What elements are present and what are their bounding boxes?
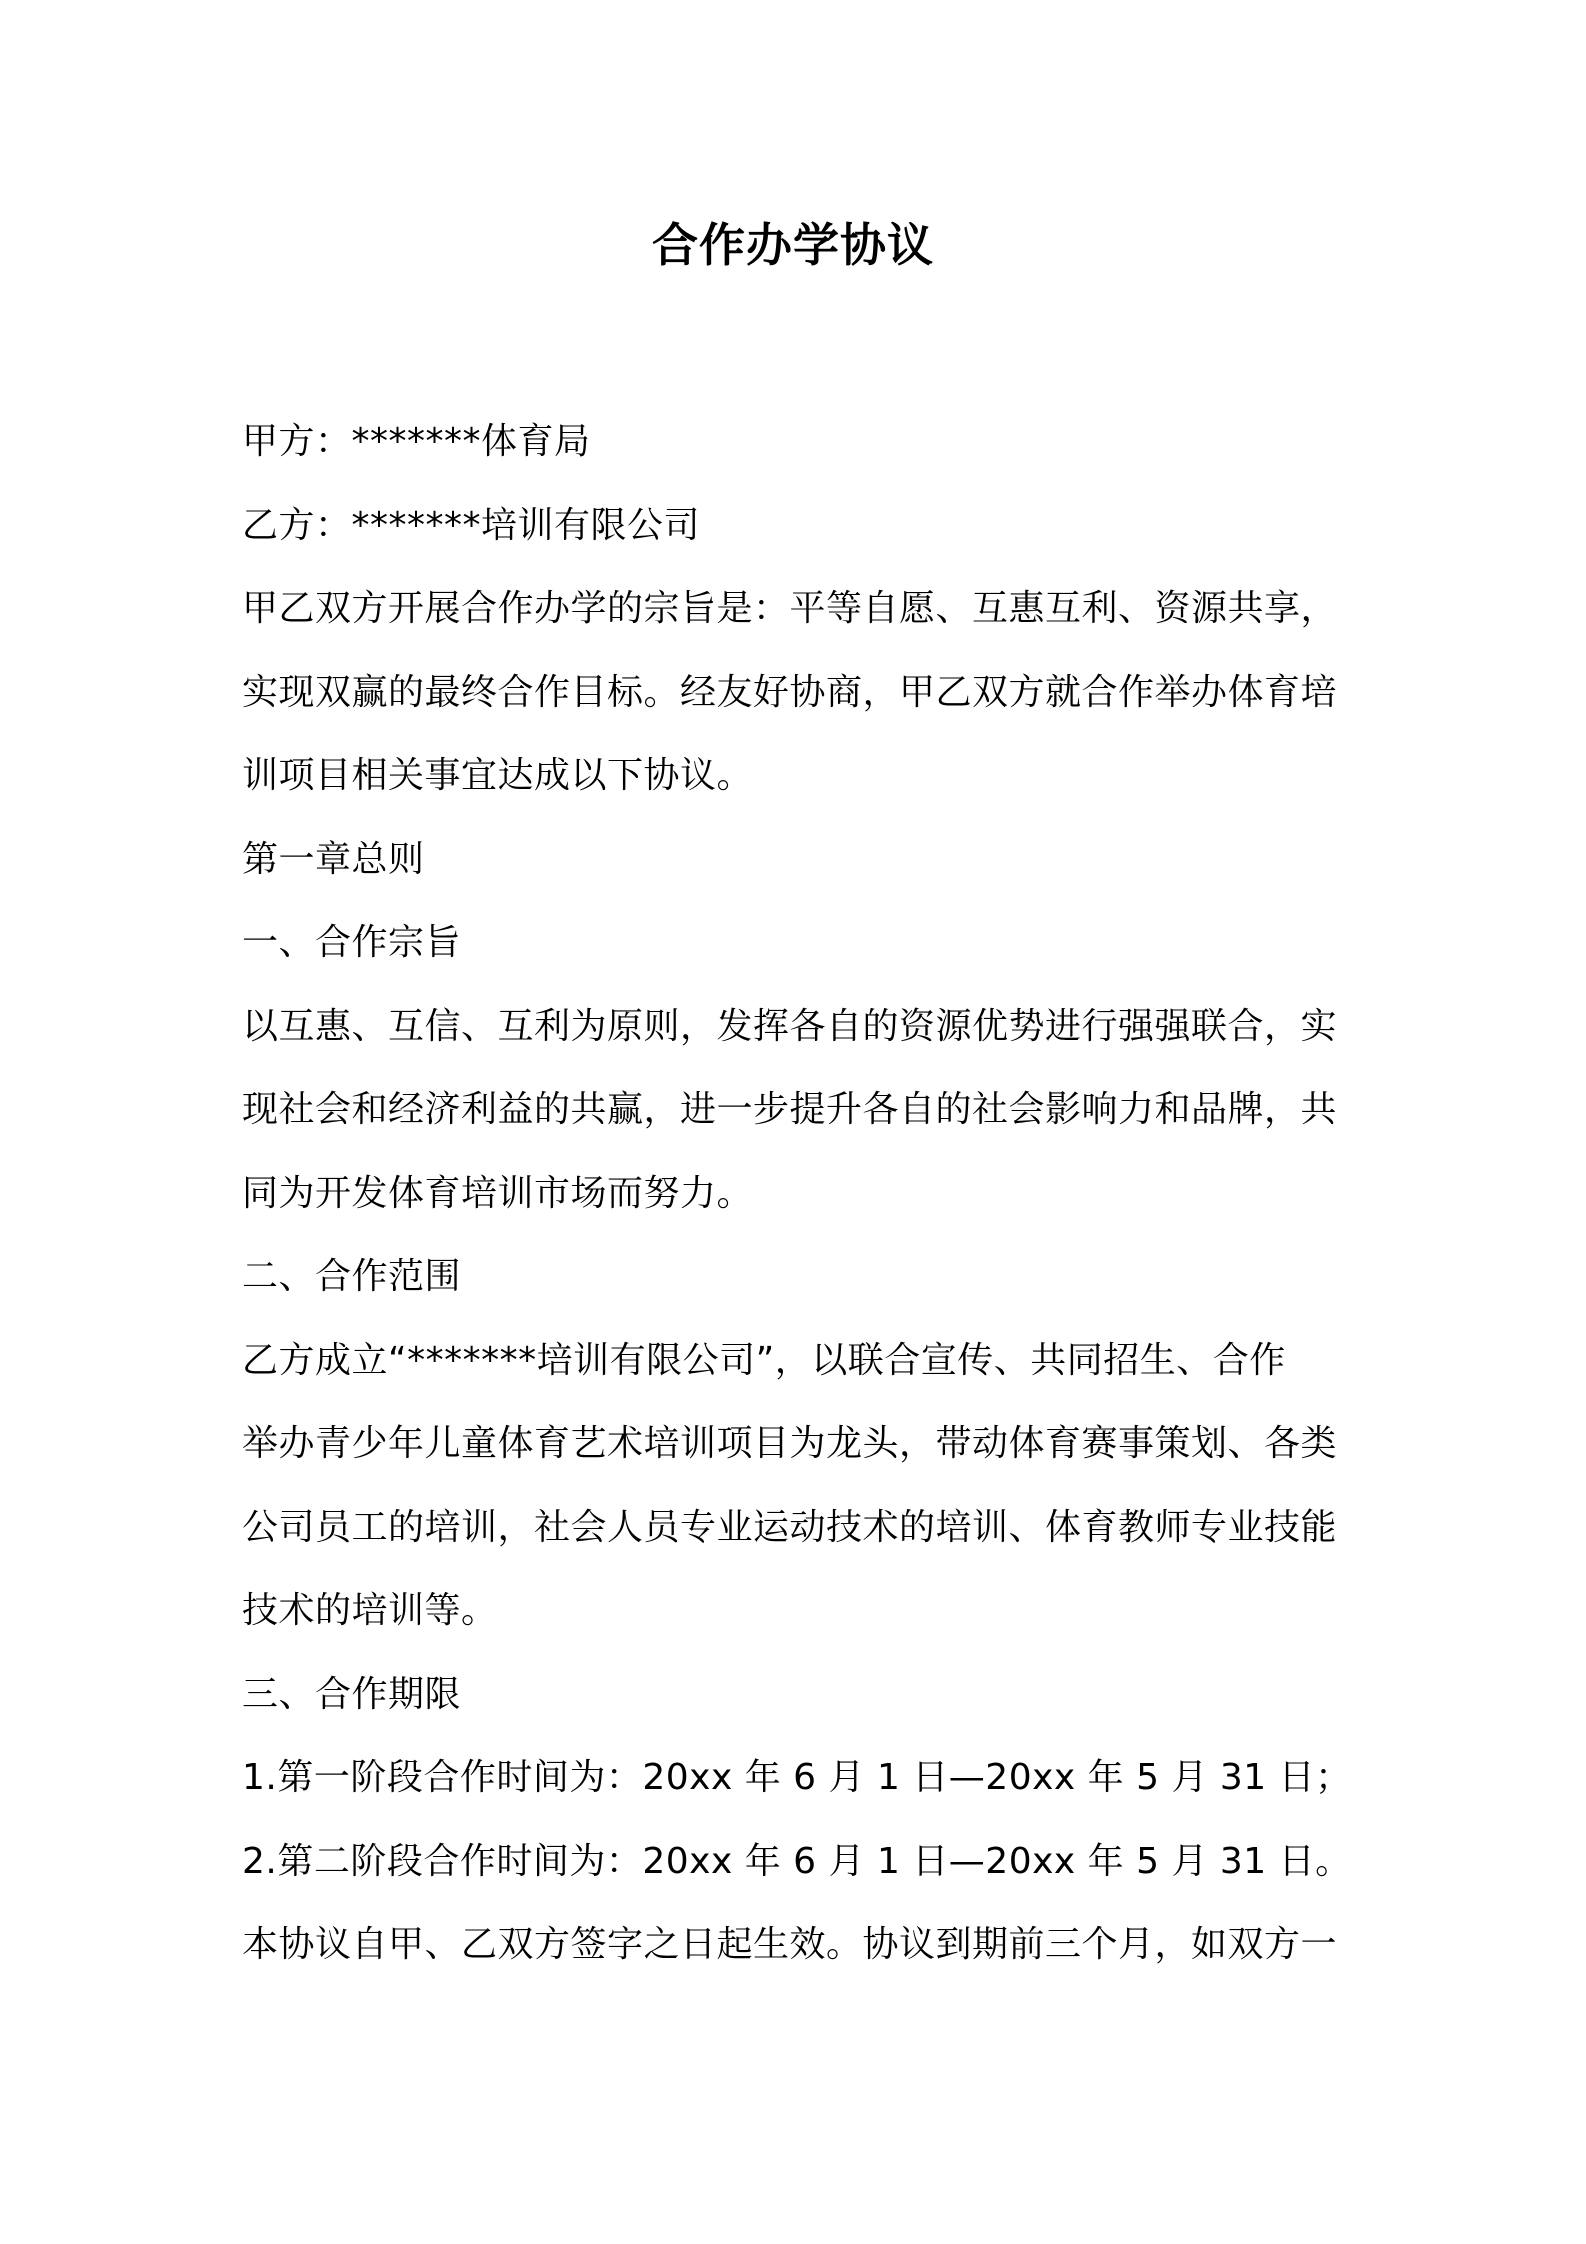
document-body: [242, 400, 1356, 1987]
paragraph-line: 同为开发体育培训市场而努力。: [242, 1172, 754, 1214]
section-heading: 一、合作宗旨: [242, 922, 462, 963]
paragraph-line: 公司员工的培训，社会人员专业运动技术的培训、体育教师专业技能: [242, 1506, 1338, 1548]
intro-paragraph-line: 训项目相关事宜达成以下协议。: [242, 755, 754, 796]
paragraph-line: 现社会和经济利益的共赢，进一步提升各自的社会影响力和品牌，共: [242, 1089, 1338, 1130]
intro-paragraph-line: 甲乙双方开展合作办学的宗旨是：平等自愿、互惠互利、资源共享，: [242, 588, 1338, 629]
term-item: 2.第二阶段合作时间为：20xx 年 6 月 1 日—20xx 年 5 月 31 日。: [242, 1840, 1352, 1882]
intro-paragraph-line: 实现双赢的最终合作目标。经友好协商，甲乙双方就合作举办体育培: [242, 671, 1338, 713]
paragraph-line: 以互惠、互信、互利为原则，发挥各自的资源优势进行强强联合，实: [242, 1005, 1338, 1047]
section-heading: 二、合作范围: [242, 1256, 462, 1297]
term-item: 1.第一阶段合作时间为：20xx 年 6 月 1 日—20xx 年 5 月 31 日；: [242, 1757, 1352, 1798]
paragraph-line: 本协议自甲、乙双方签字之日起生效。协议到期前三个月，如双方一: [242, 1924, 1338, 1965]
paragraph-line: 举办青少年儿童体育艺术培训项目为龙头，带动体育赛事策划、各类: [242, 1423, 1338, 1464]
party-a-line: 甲方：*******体育局: [242, 421, 591, 462]
section-heading: 三、合作期限: [242, 1673, 462, 1715]
paragraph-line: 乙方成立“*******培训有限公司”，以联合宣传、共同招生、合作: [242, 1339, 1286, 1381]
chapter-heading: 第一章总则: [242, 838, 425, 880]
party-b-line: 乙方：*******培训有限公司: [242, 504, 701, 546]
document-title: 合作办学协议: [652, 218, 934, 272]
paragraph-line: 技术的培训等。: [242, 1590, 498, 1631]
